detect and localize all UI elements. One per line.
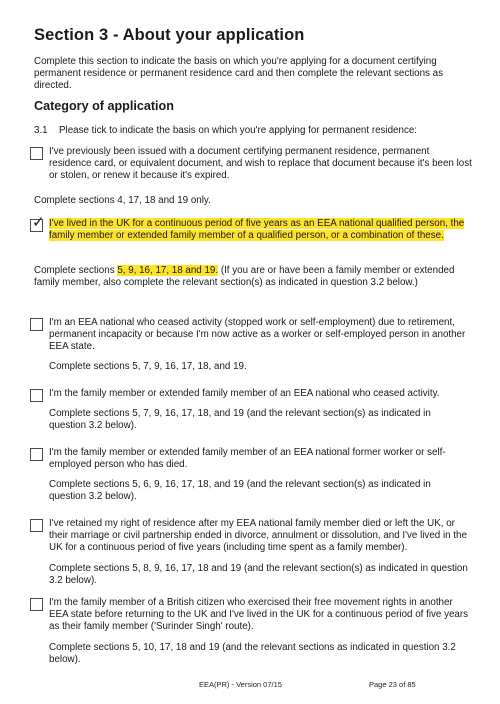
highlighted-sections: 5, 9, 16, 17, 18 and 19. <box>117 265 219 276</box>
option-text: I've retained my right of residence after my EEA national family member died or left the UK, or their marriage or civil partnership ended in divorce, annulment or dissolution, and I've lived in the UK for a continuous period of five years (including time spent as a family member). <box>49 518 467 553</box>
intro-text: Complete this section to indicate the basis on which you're applying for a document certifying permanent residence or permanent residence card and then complete the relevant sections as directed. <box>34 56 443 91</box>
option-instruction: Complete sections 5, 10, 17, 18 and 19 (and the relevant sections as indicated in question 3.2 below). <box>49 642 456 665</box>
question-number: 3.1 <box>34 125 48 136</box>
option-text: I'm the family member or extended family member of an EEA national who ceased activity. <box>49 388 440 399</box>
instruction-prefix: Complete sections <box>34 265 118 276</box>
page-number: Page 23 of 85 <box>369 680 416 689</box>
checkmark-icon: ✓ <box>32 214 45 231</box>
option-instruction: Complete sections 5, 7, 9, 16, 17, 18, and 19 (and the relevant section(s) as indicated in question 3.2 below). <box>49 408 431 431</box>
option-checkbox[interactable] <box>30 318 43 331</box>
category-heading: Category of application <box>34 99 174 113</box>
highlighted-text: I've lived in the UK for a continuous period of five years as an EEA national qualified person, the family member or extended family member of a qualified person, or a combination of these. <box>49 218 465 241</box>
option-text <box>49 218 474 242</box>
section-title: Section 3 - About your application <box>34 26 305 44</box>
option-instruction: Complete sections 5, 6, 9, 16, 17, 18, and 19 (and the relevant section(s) as indicated in question 3.2 below). <box>49 479 431 502</box>
option-checkbox[interactable] <box>30 598 43 611</box>
option-checkbox[interactable] <box>30 519 43 532</box>
option-checkbox[interactable] <box>30 389 43 402</box>
option-instruction: Complete sections 5, 8, 9, 16, 17, 18 and 19 (and the relevant section(s) as indicated in question 3.2 below). <box>49 563 468 586</box>
option-checkbox[interactable] <box>30 147 43 160</box>
question-3-1 <box>34 125 417 136</box>
option-text: I'm the family member or extended family member of an EEA national former worker or self-employed person who has died. <box>49 447 446 470</box>
option-checkbox[interactable] <box>30 214 45 232</box>
form-version: EEA(PR) - Version 07/15 <box>199 680 282 689</box>
option-instruction <box>34 265 474 289</box>
option-checkbox[interactable] <box>30 448 43 461</box>
option-text: I'm an EEA national who ceased activity (stopped work or self-employment) due to retirement, permanent incapacity or because I'm now active as a worker or self-employed person in another EEA state. <box>49 317 466 352</box>
option-instruction: Complete sections 5, 7, 9, 16, 17, 18, and 19. <box>49 361 247 372</box>
question-text: Please tick to indicate the basis on which you're applying for permanent residence: <box>59 125 418 136</box>
instruction-suffix: (If you are or have been a family member or extended family member, also complete the relevant section(s) as indicated in question 3.2 below.) <box>34 265 455 288</box>
option-instruction: Complete sections 4, 17, 18 and 19 only. <box>34 195 211 206</box>
option-text: I've previously been issued with a document certifying permanent residence, permanent residence card, or equivalent document, and wish to replace that document because it's been lost or stolen, or renew it because it's expired. <box>49 146 472 181</box>
option-text: I'm the family member of a British citizen who exercised their free movement rights in another EEA state before returning to the UK and I've lived in the UK for a continuous period of five years as their family member ('Surinder Singh' route). <box>49 597 469 632</box>
